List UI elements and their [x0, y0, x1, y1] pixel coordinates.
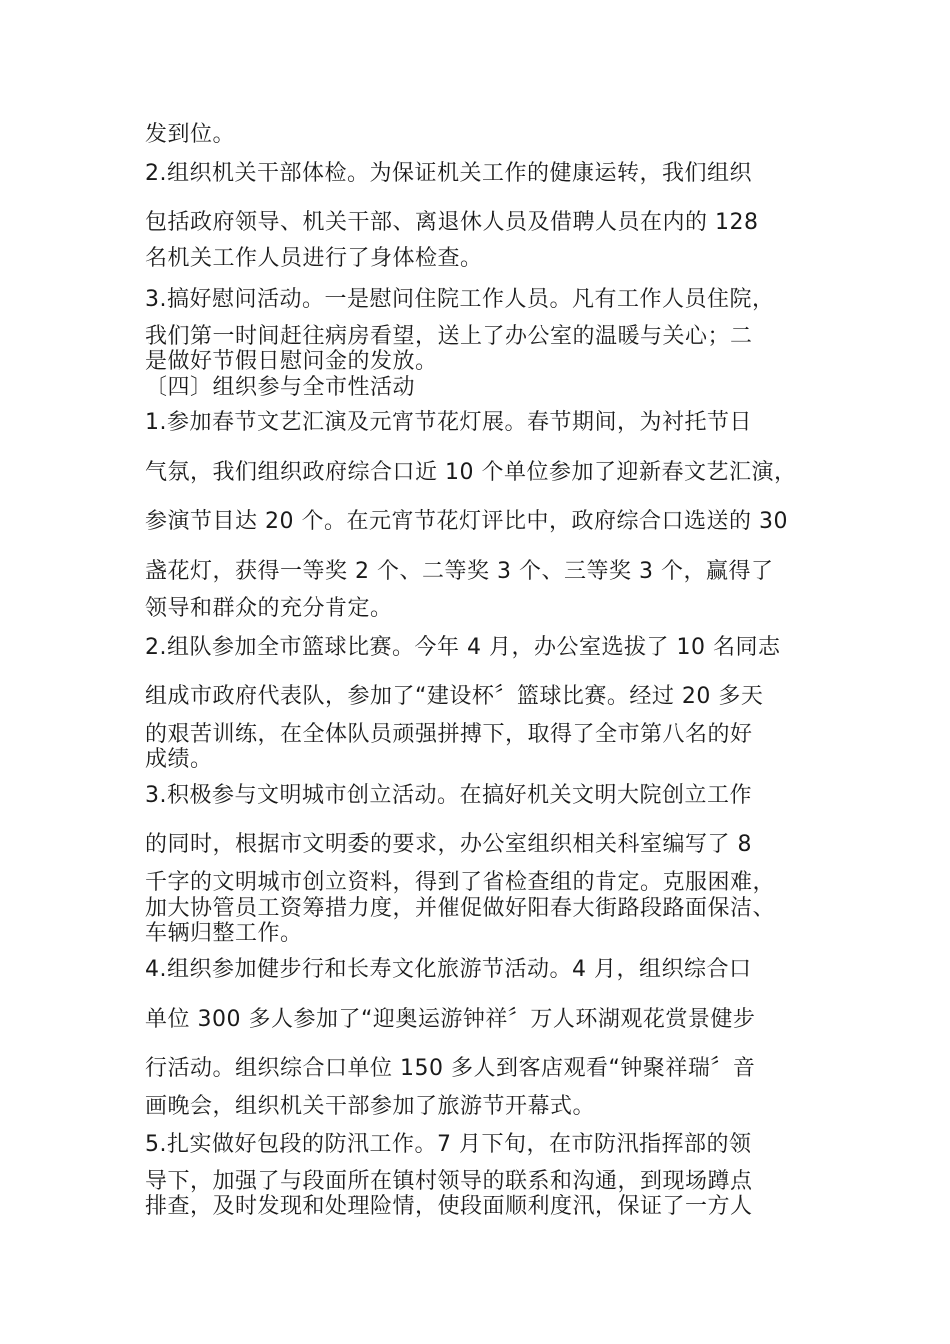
text-line: 画晚会，组织机关干部参加了旅游节开幕式。 — [145, 1094, 596, 1119]
text-line: 加大协管员工资筹措力度，并催促做好阳春大街路段路面保洁、 — [145, 896, 776, 921]
text-line: 排查，及时发现和处理险情，使段面顺利度汛，保证了一方人 — [145, 1194, 753, 1219]
text-line: 3.积极参与文明城市创立活动。在搞好机关文明大院创立工作 — [145, 783, 752, 808]
text-line: 3.搞好慰问活动。一是慰问住院工作人员。凡有工作人员住院， — [145, 287, 775, 312]
text-line: 1.参加春节文艺汇演及元宵节花灯展。春节期间，为衬托节日 — [145, 410, 752, 435]
text-line: 2.组织机关干部体检。为保证机关工作的健康运转，我们组织 — [145, 161, 752, 186]
text-line: 4.组织参加健步行和长寿文化旅游节活动。4 月，组织综合口 — [145, 957, 752, 982]
text-line: 盏花灯，获得一等奖 2 个、二等奖 3 个、三等奖 3 个，赢得了 — [145, 559, 774, 584]
text-line: 成绩。 — [145, 747, 213, 772]
text-line: 发到位。 — [145, 122, 236, 147]
text-line: 是做好节假日慰问金的发放。 — [145, 349, 438, 374]
text-line: 名机关工作人员进行了身体检查。 — [145, 246, 483, 271]
text-line: 包括政府领导、机关干部、离退休人员及借聘人员在内的 128 — [145, 210, 759, 235]
text-line: 我们第一时间赶往病房看望，送上了办公室的温暖与关心；二 — [145, 324, 753, 349]
text-line: 的艰苦训练，在全体队员顽强拼搏下，取得了全市第八名的好 — [145, 722, 753, 747]
text-line: 组成市政府代表队，参加了“建设杯〞篮球比赛。经过 20 多天 — [145, 684, 764, 709]
text-line: 5.扎实做好包段的防汛工作。7 月下旬，在市防汛指挥部的领 — [145, 1132, 752, 1157]
section-heading: 〔四〕组织参与全市性活动 — [145, 375, 416, 400]
text-line: 领导和群众的充分肯定。 — [145, 596, 393, 621]
text-line: 行活动。组织综合口单位 150 多人到客店观看“钟聚祥瑞〞音 — [145, 1056, 756, 1081]
text-line: 单位 300 多人参加了“迎奥运游钟祥〞万人环湖观花赏景健步 — [145, 1007, 756, 1032]
text-line: 气氛，我们组织政府综合口近 10 个单位参加了迎新春文艺汇演， — [145, 460, 797, 485]
text-line: 车辆归整工作。 — [145, 921, 303, 946]
text-line: 参演节目达 20 个。在元宵节花灯评比中，政府综合口选送的 30 — [145, 509, 788, 534]
text-line: 千字的文明城市创立资料，得到了省检查组的肯定。克服困难， — [145, 870, 776, 895]
text-line: 的同时，根据市文明委的要求，办公室组织相关科室编写了 8 — [145, 832, 752, 857]
text-line: 导下，加强了与段面所在镇村领导的联系和沟通，到现场蹲点 — [145, 1169, 753, 1194]
text-line: 2.组队参加全市篮球比赛。今年 4 月，办公室选拔了 10 名同志 — [145, 635, 781, 660]
